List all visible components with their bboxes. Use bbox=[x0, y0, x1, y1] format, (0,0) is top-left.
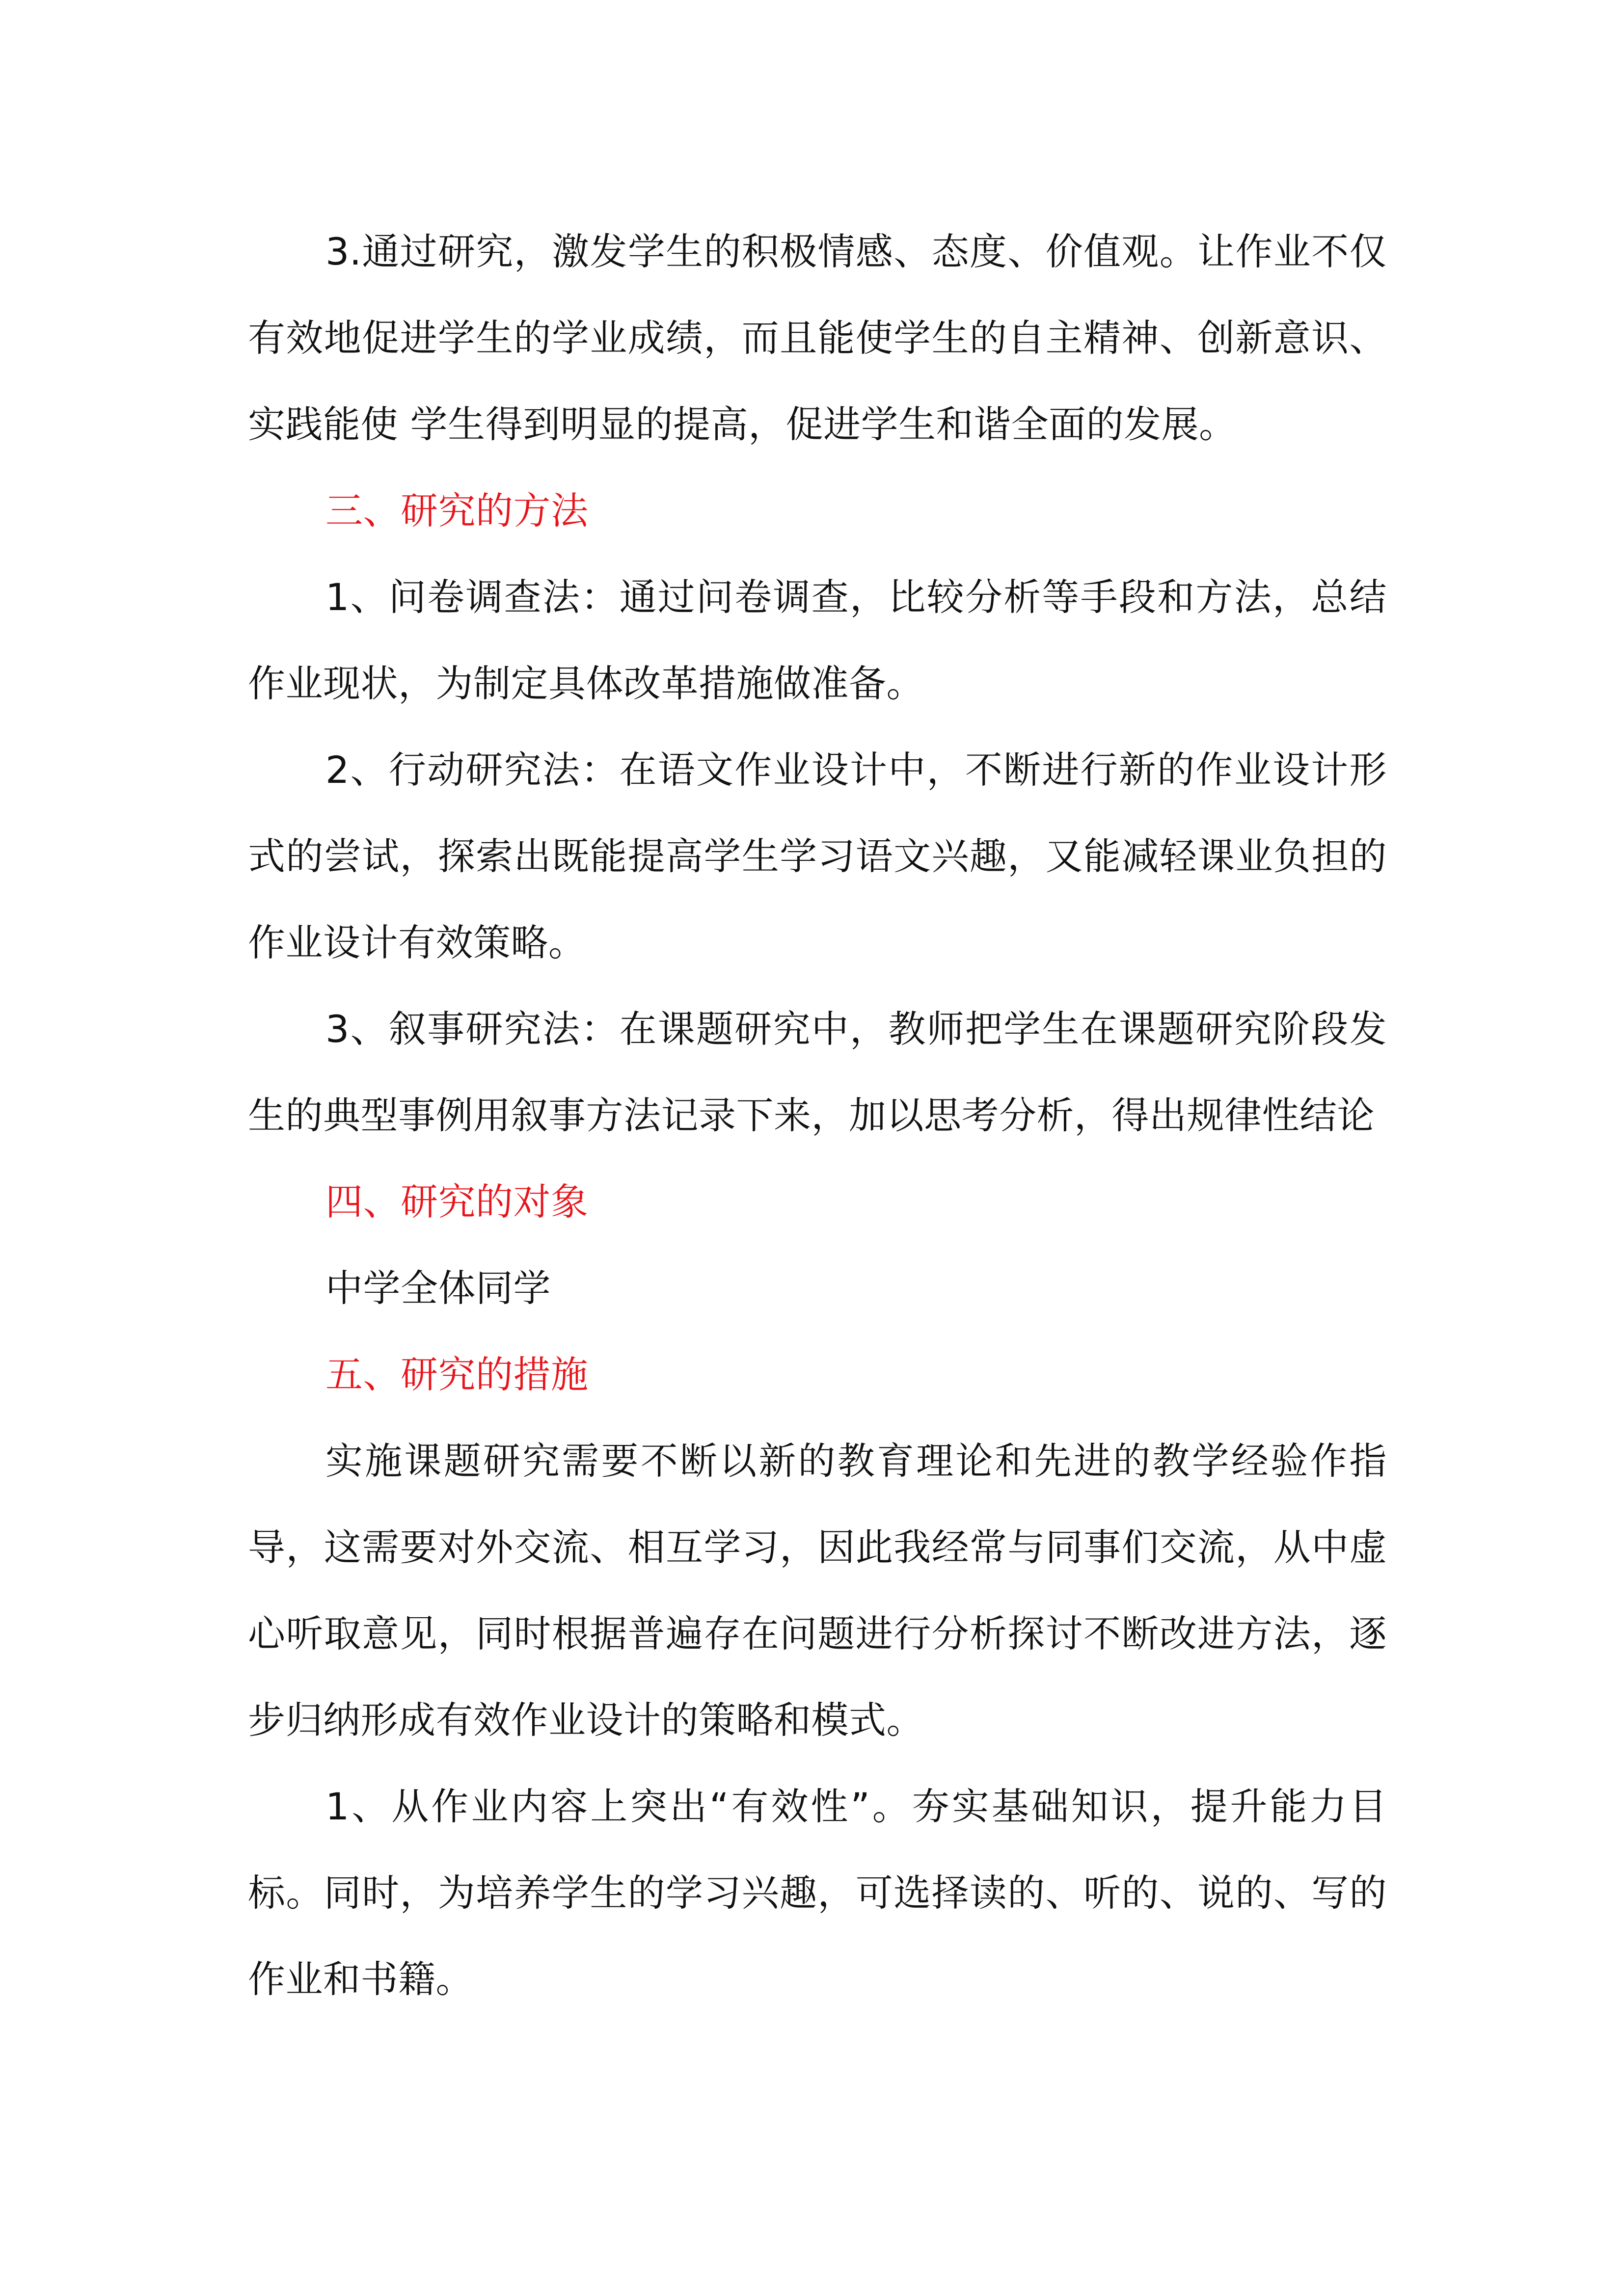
paragraph-method-questionnaire: 1、问卷调查法：通过问卷调查，比较分析等手段和方法，总结作业现状，为制定具体改革措施做准备。 bbox=[248, 575, 1387, 705]
paragraph-method-narrative-research: 3、叙事研究法：在课题研究中，教师把学生在课题研究阶段发生的典型事例用叙事方法记录下来，加以思考分析，得出规律性结论 bbox=[248, 1007, 1387, 1137]
paragraph-method-action-research: 2、行动研究法：在语文作业设计中，不断进行新的作业设计形式的尝试，探索出既能提高学生学习语文兴趣，又能减轻课业负担的作业设计有效策略。 bbox=[248, 748, 1387, 964]
document-body bbox=[248, 209, 1387, 2023]
section-heading-methods: 三、研究的方法 bbox=[325, 489, 589, 533]
section-heading-subjects: 四、研究的对象 bbox=[325, 1180, 589, 1224]
paragraph-subjects: 中学全体同学 bbox=[325, 1266, 551, 1310]
paragraph-measures-intro: 实施课题研究需要不断以新的教育理论和先进的教学经验作指导，这需要对外交流、相互学习，因此我经常与同事们交流，从中虚心听取意见，同时根据普遍存在问题进行分析探讨不断改进方法，逐步归纳形成有效作业设计的策略和模式。 bbox=[248, 1439, 1387, 1742]
section-heading-measures: 五、研究的措施 bbox=[325, 1353, 589, 1396]
paragraph-research-goal-3: 3.通过研究，激发学生的积极情感、态度、价值观。让作业不仅有效地促进学生的学业成绩，而且能使学生的自主精神、创新意识、实践能使 学生得到明显的提高，促进学生和谐全面的发展。 bbox=[248, 230, 1387, 446]
paragraph-measure-1: 1、从作业内容上突出“有效性”。夯实基础知识，提升能力目标。同时，为培养学生的学习兴趣，可选择读的、听的、说的、写的作业和书籍。 bbox=[248, 1785, 1387, 2001]
